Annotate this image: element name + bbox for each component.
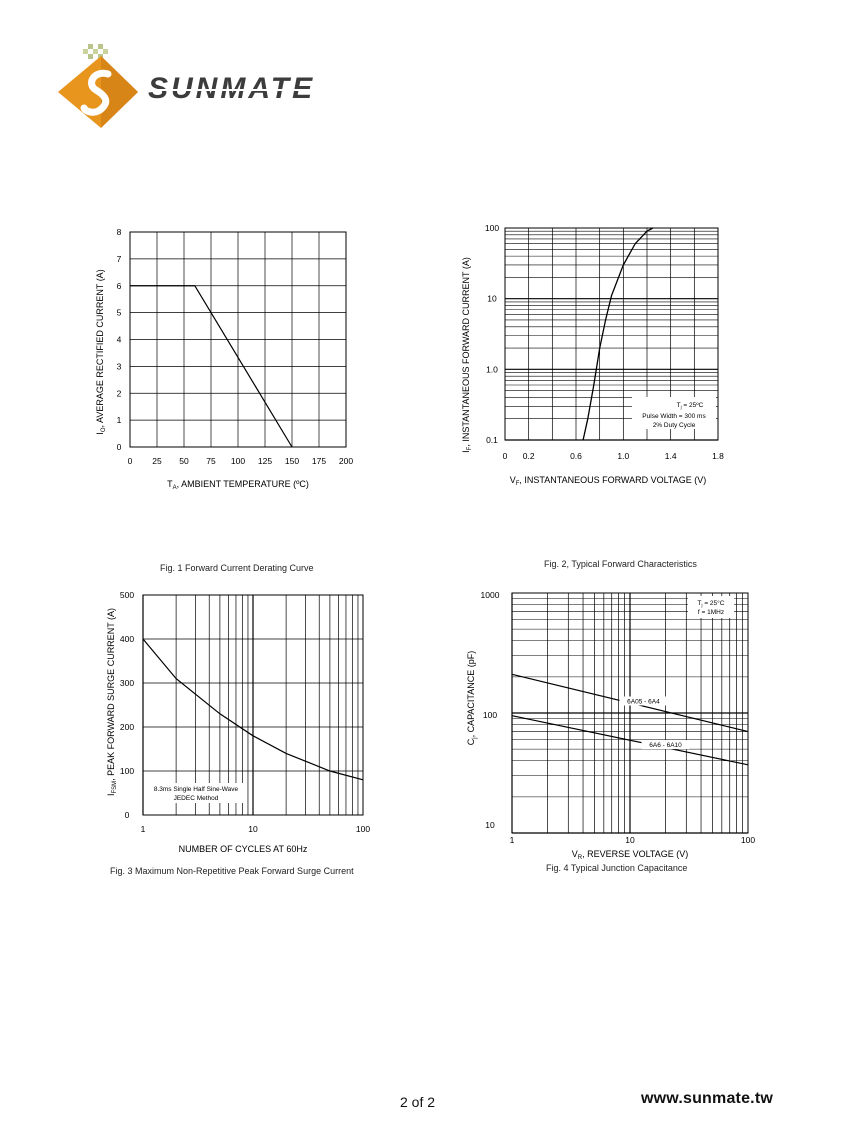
fig1-caption: Fig. 1 Forward Current Derating Curve — [160, 563, 314, 573]
fig1-x-tick-label: 175 — [311, 456, 327, 466]
fig4-annotation-freq: f = 1MHz — [697, 609, 725, 616]
fig4-x-axis-label: $V_R$, REVERSE VOLTAGE (V) — [571, 849, 689, 861]
fig1-x-tick-label: 75 — [206, 456, 216, 466]
fig4-y-tick-label: 1000 — [480, 590, 500, 600]
fig4-x-tick-labels — [510, 835, 756, 845]
fig2-x-axis-label: $V_F$, INSTANTANEOUS FORWARD VOLTAGE (V) — [509, 475, 707, 487]
fig2-x-tick-label: 1.0 — [617, 451, 630, 461]
fig2-y-tick-label: 1.0 — [486, 364, 498, 375]
fig3-y-tick-label: 0 — [124, 810, 130, 820]
fig3-caption: Fig. 3 Maximum Non-Repetitive Peak Forward Surge Current — [110, 866, 354, 876]
fig1-y-tick-label: 4 — [116, 334, 122, 345]
fig4-annotation-tj: $T_j = 25^\circ C$ — [697, 600, 725, 608]
fig4-y-tick-labels — [481, 590, 500, 830]
fig2-y-tick-label: 100 — [484, 223, 500, 233]
logo-wordmark: SUNMATE — [148, 72, 316, 105]
fig1-x-tick-label: 150 — [284, 456, 300, 466]
fig3-y-axis-label: $I_{FSM}$, PEAK FORWARD SURGE CURRENT (A) — [106, 607, 118, 797]
fig2-y-tick-label: 0.1 — [486, 435, 498, 445]
fig3-annotation-line1: 8.3ms Single Half Sine-Wave — [153, 786, 239, 793]
fig1-x-axis-label: $T_A$, AMBIENT TEMPERATURE (ºC) — [167, 479, 309, 491]
fig1-x-tick-label: 25 — [152, 456, 162, 466]
fig4-y-tick-label: 100 — [482, 710, 498, 720]
fig1-y-tick-label: 2 — [116, 388, 122, 399]
fig1-y-axis-label: $I_O$, AVERAGE RECTIFIED CURRENT (A) — [95, 269, 107, 435]
fig4-grid — [512, 593, 748, 833]
fig3-x-tick-label: 100 — [355, 824, 371, 834]
page-number: 2 of 2 — [400, 1094, 436, 1110]
fig2-annotation-tj: $T_j$ = 25ºC — [676, 402, 704, 410]
fig1-y-tick-label: 0 — [116, 442, 122, 452]
fig3-y-tick-label: 200 — [119, 722, 135, 732]
fig3-x-axis-label: NUMBER OF CYCLES AT 60Hz — [178, 844, 308, 854]
fig3-y-tick-label: 100 — [119, 766, 135, 776]
fig1-y-tick-label: 8 — [116, 227, 122, 237]
fig4-x-tick-label: 1 — [509, 835, 515, 845]
fig3-y-tick-label: 400 — [119, 634, 135, 644]
fig2-caption: Fig. 2, Typical Forward Characteristics — [544, 559, 697, 569]
fig2-x-tick-label: 1.8 — [712, 451, 724, 461]
fig1-y-tick-label: 7 — [116, 253, 122, 264]
fig1-x-tick-label: 0 — [127, 456, 133, 466]
website-link[interactable]: www.sunmate.tw — [641, 1090, 774, 1107]
fig3-y-tick-label: 300 — [119, 678, 135, 688]
fig4-y-axis-label: $C_j$, CAPACITANCE (pF) — [466, 650, 478, 746]
fig1-y-tick-label: 6 — [116, 280, 122, 291]
fig1-x-tick-label: 50 — [179, 456, 189, 466]
fig4-y-tick-label: 10 — [485, 820, 495, 830]
fig2-annotation-duty: 2% Duty Cycle — [652, 422, 696, 429]
fig1-y-tick-label: 1 — [116, 415, 122, 426]
fig3-x-tick-label: 10 — [248, 824, 258, 834]
fig2-y-axis-label: $I_F$, INSTANTANEOUS FORWARD CURRENT (A) — [461, 257, 473, 453]
fig2-x-tick-label: 0.2 — [522, 451, 535, 461]
fig3-annotation-line2: JEDEC Method — [173, 795, 219, 802]
fig2-y-tick-label: 10 — [487, 293, 497, 304]
fig2-x-tick-label: 0.6 — [570, 451, 582, 461]
fig1-y-tick-label: 5 — [116, 307, 122, 318]
fig4-series-label: 6A05 - 6A4 — [627, 698, 660, 706]
fig4-x-tick-label: 10 — [625, 835, 635, 845]
fig4-caption: Fig. 4 Typical Junction Capacitance — [546, 863, 688, 873]
fig4-x-tick-label: 100 — [740, 835, 756, 845]
fig2-annotation-pulse: Pulse Width = 300 ms — [642, 413, 706, 420]
fig2-x-tick-label: 0 — [502, 451, 508, 461]
fig3-y-tick-label: 500 — [119, 590, 135, 600]
fig3-x-tick-label: 1 — [140, 824, 146, 834]
fig4-annotation-box — [688, 596, 734, 618]
fig4-series-label: 6A6 - 6A10 — [649, 742, 682, 750]
fig1-x-tick-label: 125 — [257, 456, 273, 466]
fig1-x-tick-label: 100 — [230, 456, 246, 466]
fig1-y-tick-label: 3 — [116, 361, 122, 372]
fig1-x-tick-label: 200 — [338, 456, 354, 466]
fig2-x-tick-label: 1.4 — [664, 451, 677, 461]
